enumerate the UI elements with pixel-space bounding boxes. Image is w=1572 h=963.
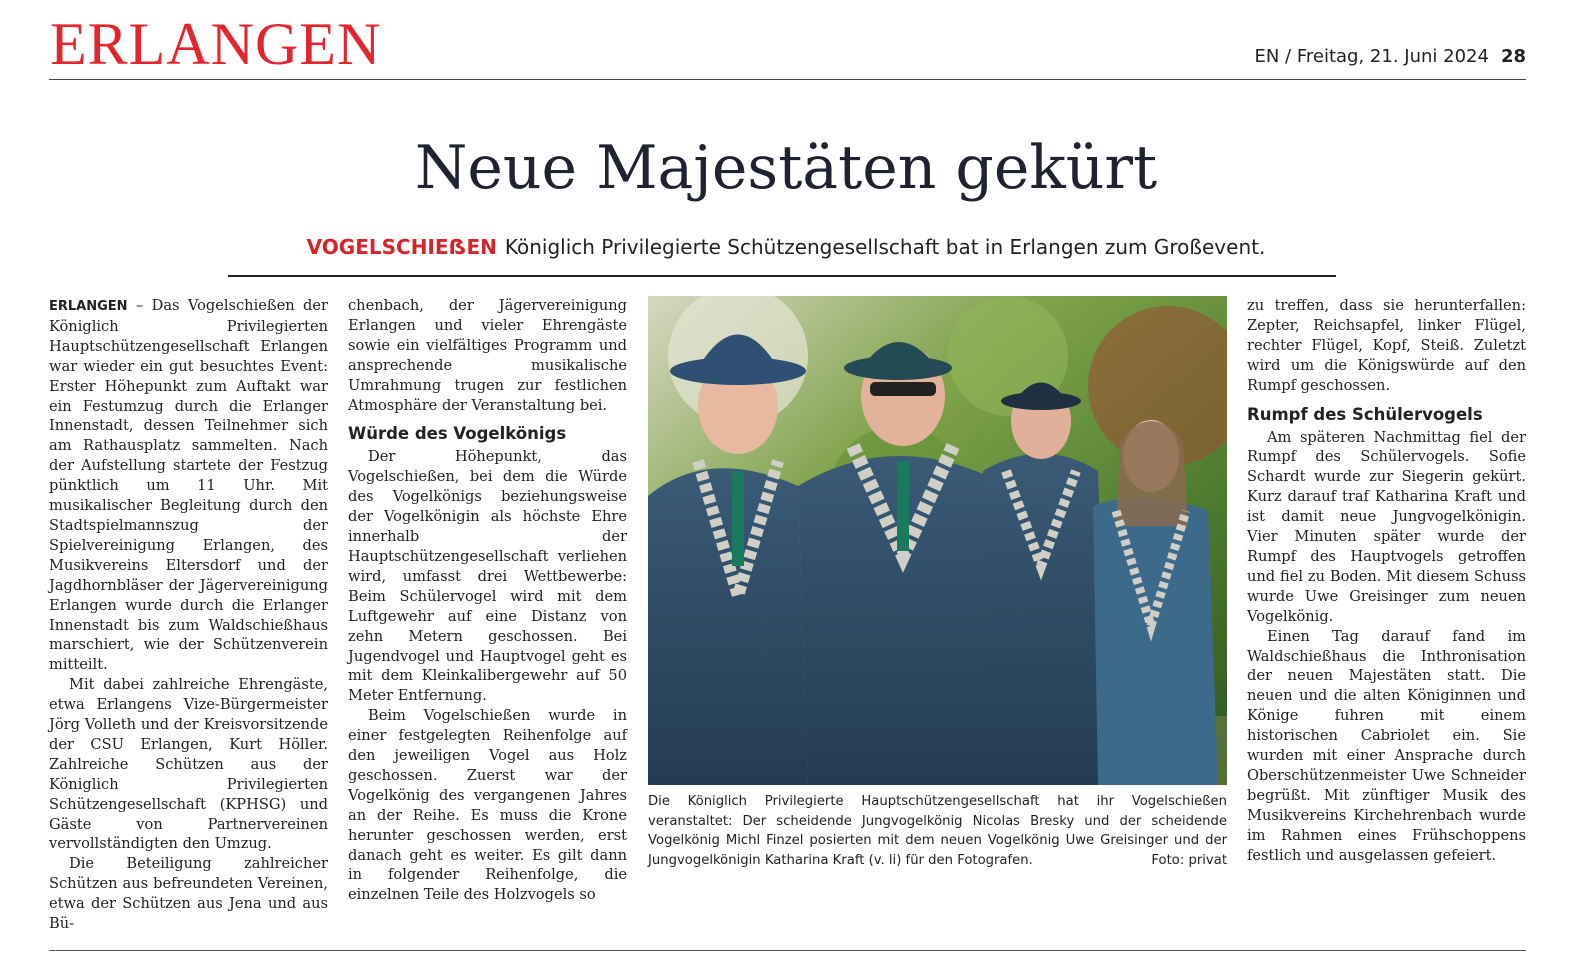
paragraph: Der Höhepunkt, das Vogelschießen, bei dem die Würde des Vogelkönigs beziehungsweise der Vogelkönigin als höchste Ehre innerhalb der Hauptschützengesellschaft verliehen wird, umfasst drei Wettbewerbe: Beim Schülervogel wird mit dem Luftgewehr auf eine Distanz von zehn Metern geschossen. Bei Jugendvogel und Hauptvogel geht es mit dem Kleinkalibergewehr auf 50 Meter Entfernung. <box>348 448 627 705</box>
top-rule <box>49 79 1526 80</box>
subheading-rumpf: Rumpf des Schülervogels <box>1247 404 1483 424</box>
paragraph: chenbach, der Jägervereinigung Erlangen und vieler Ehrengäste sowie ein vielfältiges Programm und ansprechende musikalische Umrahmung trugen zur festlichen Atmosphäre der Veranstaltung bei. <box>348 297 627 414</box>
article-column-1 <box>49 296 328 934</box>
headline: Neue Majestäten gekürt <box>414 133 1158 203</box>
issue-date: EN / Freitag, 21. Juni 2024 <box>1254 46 1489 67</box>
subhead-rule <box>228 275 1336 277</box>
article-column-2 <box>348 296 627 905</box>
dateline <box>1255 46 1527 67</box>
photo-credit: Foto: privat <box>1151 852 1227 868</box>
subhead-text: Königlich Privilegierte Schützengesellschaft bat in Erlangen zum Großevent. <box>504 235 1266 259</box>
location-tag: ERLANGEN <box>49 299 128 314</box>
page-number: 28 <box>1500 46 1526 67</box>
paragraph: zu treffen, dass sie herunterfallen: Zepter, Reichsapfel, linker Flügel, rechter Flügel, Kopf, Steiß. Zuletzt wird um die Königswürde auf den Rumpf geschossen. <box>1247 297 1526 394</box>
paragraph: Einen Tag darauf fand im Waldschießhaus die Inthronisation der neuen Majestäten statt. Die neuen und die alten Königinnen und Könige fuhren mit einem historischen Cabriolet ein. Sie wurden mit einer Ansprache durch Oberschützenmeister Uwe Schneider begrüßt. Mit zünftiger Musik des Musikvereins Kirchehrenbach wurde im Rahmen eines Frühschoppens festlich und ausgelassen gefeiert. <box>1247 627 1526 864</box>
paragraph: Am späteren Nachmittag fiel der Rumpf des Schülervogels. Sofie Schardt wurde zur Siegerin gekürt. Kurz darauf traf Katharina Kraft und ist damit neue Jungvogelkönigin. Vier Minuten später wurde der Rumpf des Hauptvogels getroffen und fiel zu Boden. Mit diesem Schuss wurde Uwe Greisinger zum neuen Vogelkönig. <box>1247 428 1526 625</box>
masthead: ERLANGEN <box>50 11 382 77</box>
article-column-4 <box>1247 296 1526 865</box>
photo-caption <box>648 792 1227 870</box>
paragraph: Mit dabei zahlreiche Ehrengäste, etwa Erlangens Vize-Bürgermeister Jörg Volleth und der Kreisvorsitzende der CSU Erlangen, Kurt Höller. Zahlreiche Schützen aus der Königlich Privilegierten Schützengesellschaft (KPHSG) und Gäste von Partnervereinen vervollständigten den Umzug. <box>49 676 328 853</box>
bottom-rule <box>49 950 1526 951</box>
paragraph: ERLANGEN – Das Vogelschießen der Königlich Privilegierten Hauptschützengesellschaft Erlangen war wieder ein gut besuchtes Event: Erster Höhepunkt zum Auftakt war ein Festumzug durch die Erlanger Innenstadt, dessen Teilnehmer sich am Rathausplatz sammelten. Nach der Aufstellung startete der Festzug pünktlich um 11 Uhr. Mit musikalischer Begleitung durch den Stadtspielmannszug der Spielvereinigung Erlangen, des Musikvereins Eltersdorf und der Jagdhornbläser der Jägervereinigung Erlangen wurde durch die Erlanger Innenstadt bis zum Waldschießhaus marschiert, wie der Schützenverein mitteilt. <box>49 297 329 674</box>
caption-text: Die Königlich Privilegierte Hauptschützengesellschaft hat ihr Vogelschießen veranstaltet: Der scheidende Jungvogelkönig Nicolas Bresky und der scheidende Vogelkönig Michl Finzel posierten mit dem neuen Vogelkönig Uwe Greisinger und der Jungvogelkönigin Katharina Kraft (v. li) für den Fotografen. <box>648 794 1227 868</box>
group-photo <box>648 296 1227 785</box>
paragraph: Beim Vogelschießen wurde in einer festgelegten Reihenfolge auf den jeweiligen Vogel aus Holz geschossen. Zuerst war der Vogelkönig des vergangenen Jahres an der Reihe. Es muss die Krone herunter geschossen werden, erst danach geht es weiter. Es gilt dann in folgender Reihenfolge, die einzelnen Teile des Holzvogels so <box>348 707 627 904</box>
paragraph: Die Beteiligung zahlreicher Schützen aus befreundeten Vereinen, etwa der Schützen aus Jena und aus Bü- <box>49 855 328 933</box>
subheadline <box>0 232 1572 262</box>
photo-illustration <box>648 296 1227 785</box>
kicker: VOGELSCHIEẞEN <box>306 235 497 259</box>
subheading-wuerde: Würde des Vogelkönigs <box>348 424 567 444</box>
